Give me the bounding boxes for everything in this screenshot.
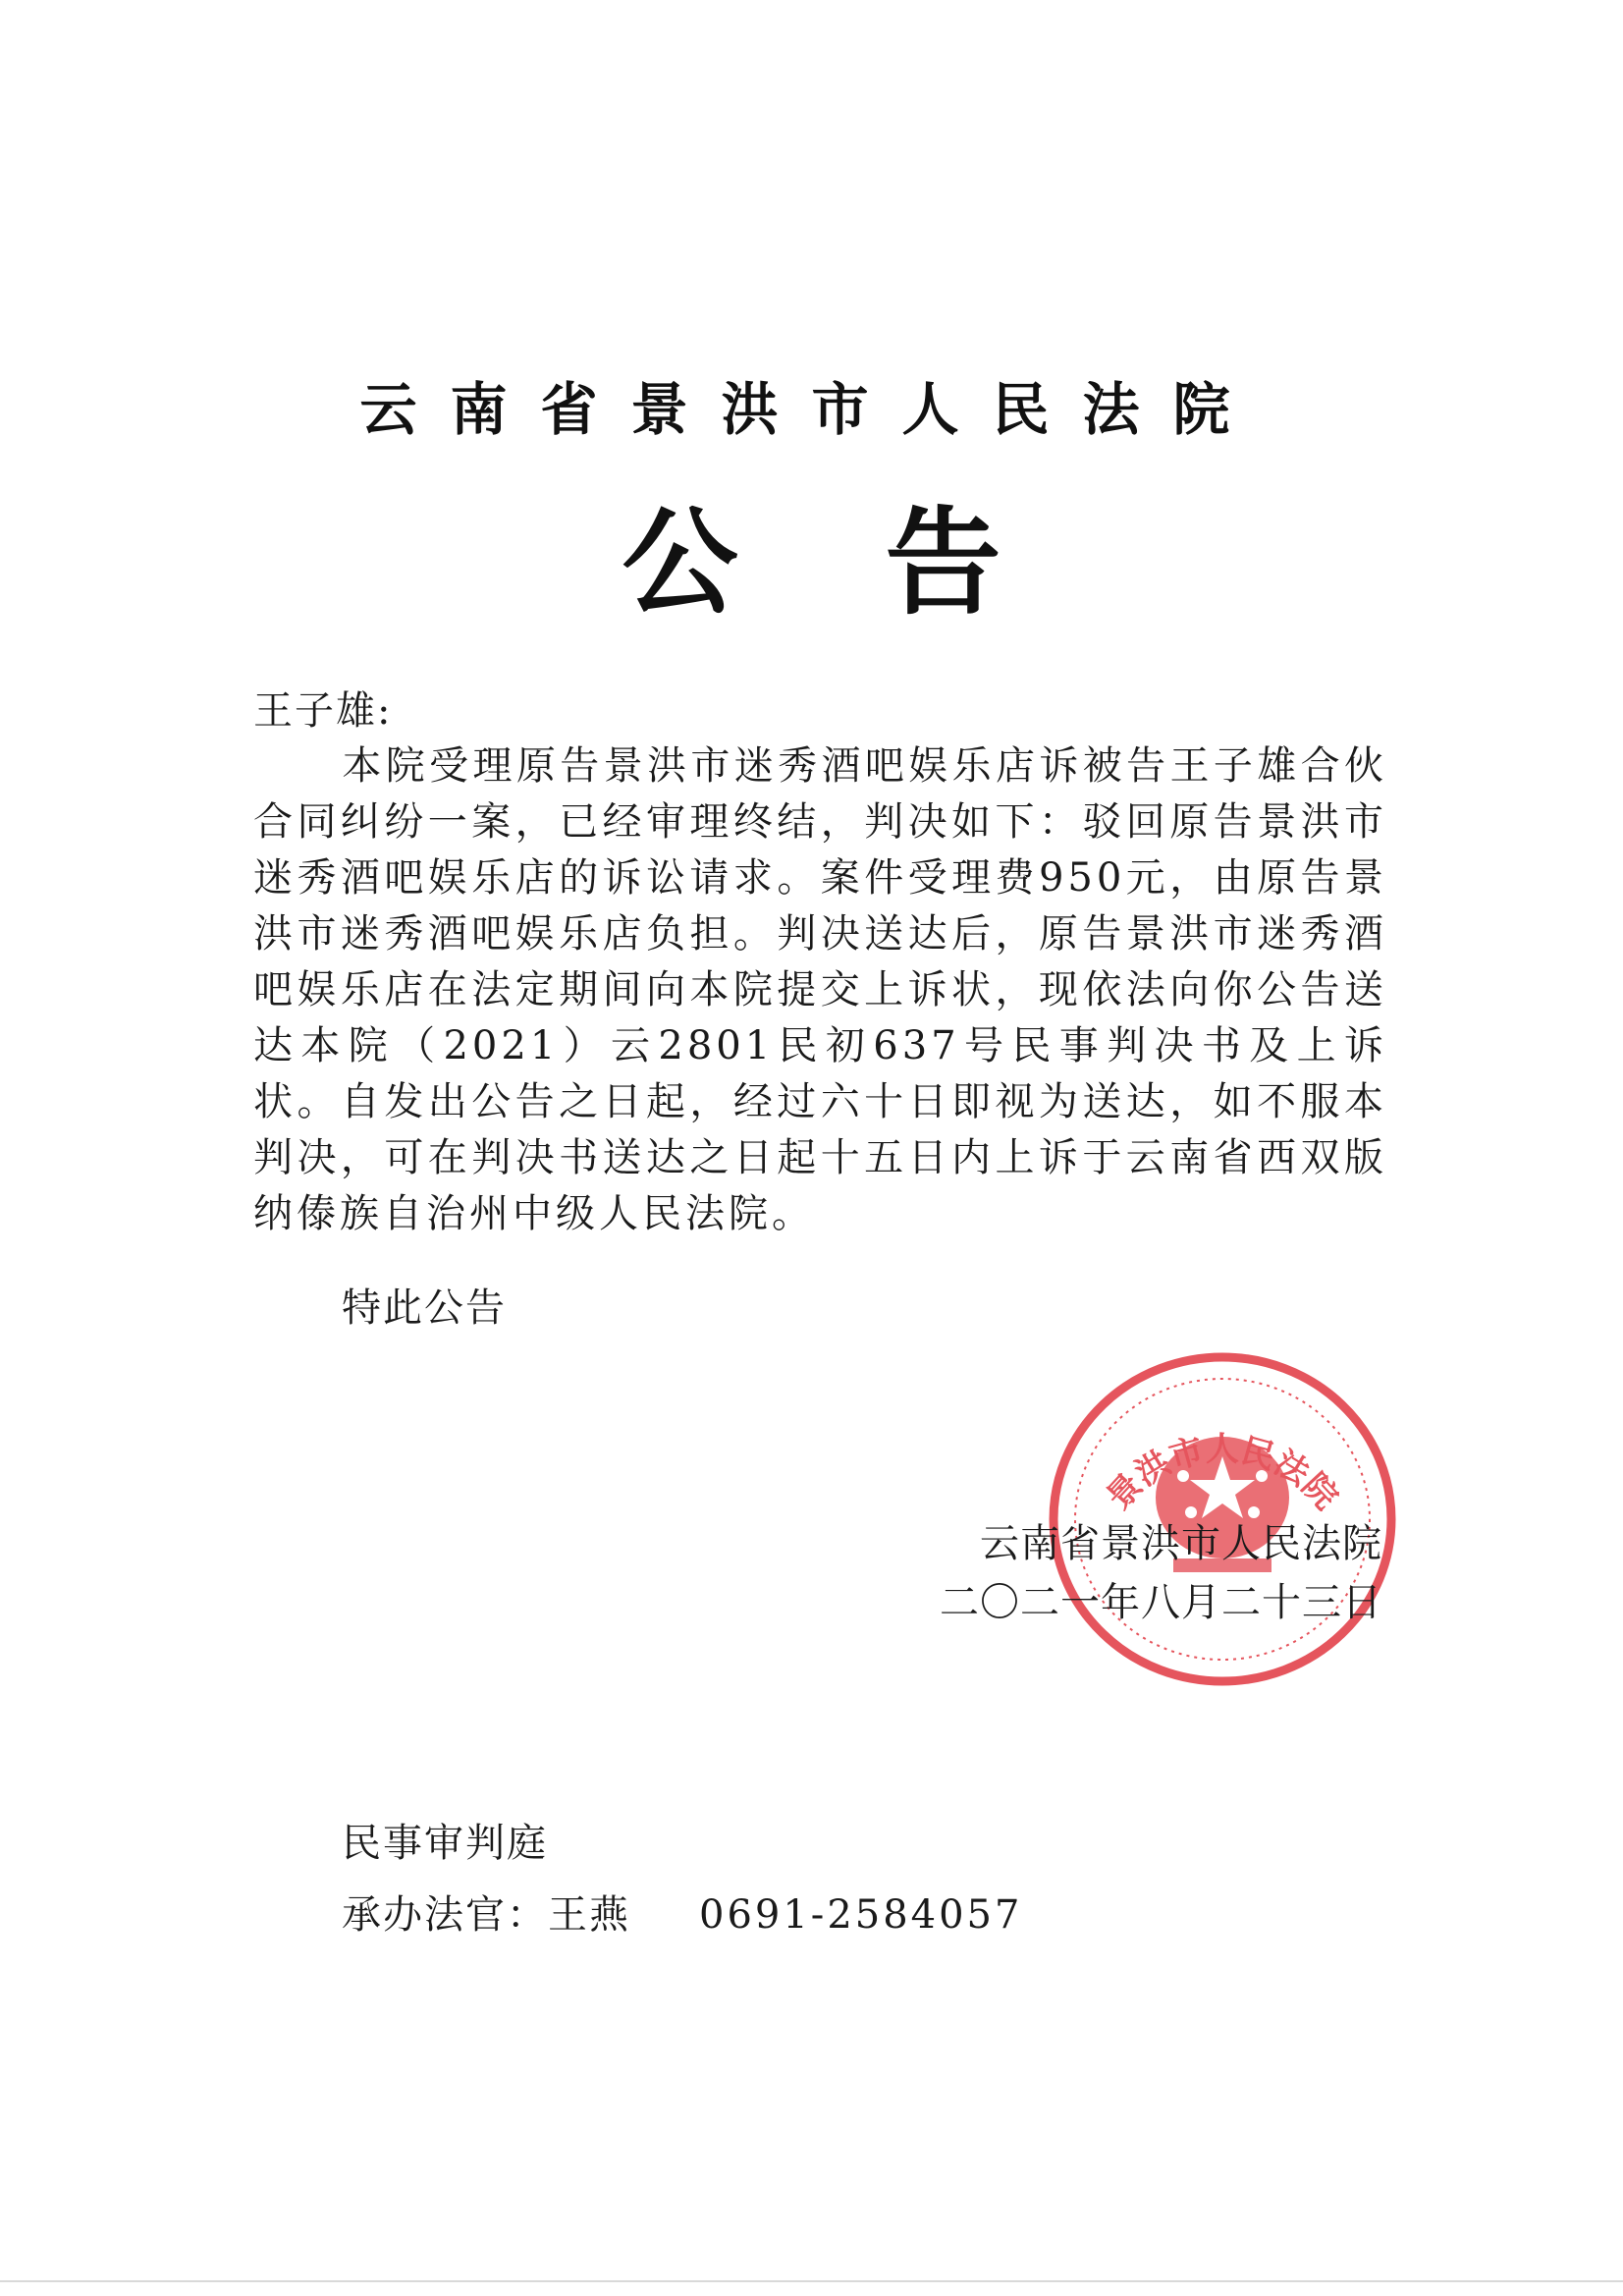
- judge-contact: [342, 1884, 1022, 1940]
- notice-body: [253, 738, 1387, 1242]
- scan-edge-line: [0, 2280, 1623, 2282]
- signature-date: 二〇二一年八月二十三日: [940, 1580, 1382, 1625]
- judge-label: 承办法官：王燕: [342, 1892, 630, 1938]
- department-name: 民事审判庭: [342, 1821, 548, 1866]
- seal-text: 景洪市人民法院: [1099, 1429, 1346, 1518]
- signature-court: 云南省景洪市人民法院: [980, 1521, 1382, 1566]
- notice-paragraph: 本院受理原告景洪市迷秀酒吧娱乐店诉被告王子雄合伙合同纠纷一案，已经审理终结，判决如下：驳回原告景洪市迷秀酒吧娱乐店的诉讼请求。案件受理费950元，由原告景洪市迷秀酒吧娱乐店负担。判决送达后，原告景洪市迷秀酒吧娱乐店在法定期间向本院提交上诉状，现依法向你公告送达本院（2021）云2801民初637号民事判决书及上诉状。自发出公告之日起，经过六十日即视为送达，如不服本判决，可在判决书送达之日起十五日内上诉于云南省西双版纳傣族自治州中级人民法院。: [253, 743, 1387, 1236]
- phone-number: 0691-2584057: [699, 1892, 1023, 1938]
- addressee: 王子雄:: [253, 688, 393, 734]
- closing-phrase: 特此公告: [342, 1285, 507, 1331]
- court-name-heading: 云南省景洪市人民法院: [359, 376, 1264, 443]
- document-title: 公告: [622, 495, 1149, 630]
